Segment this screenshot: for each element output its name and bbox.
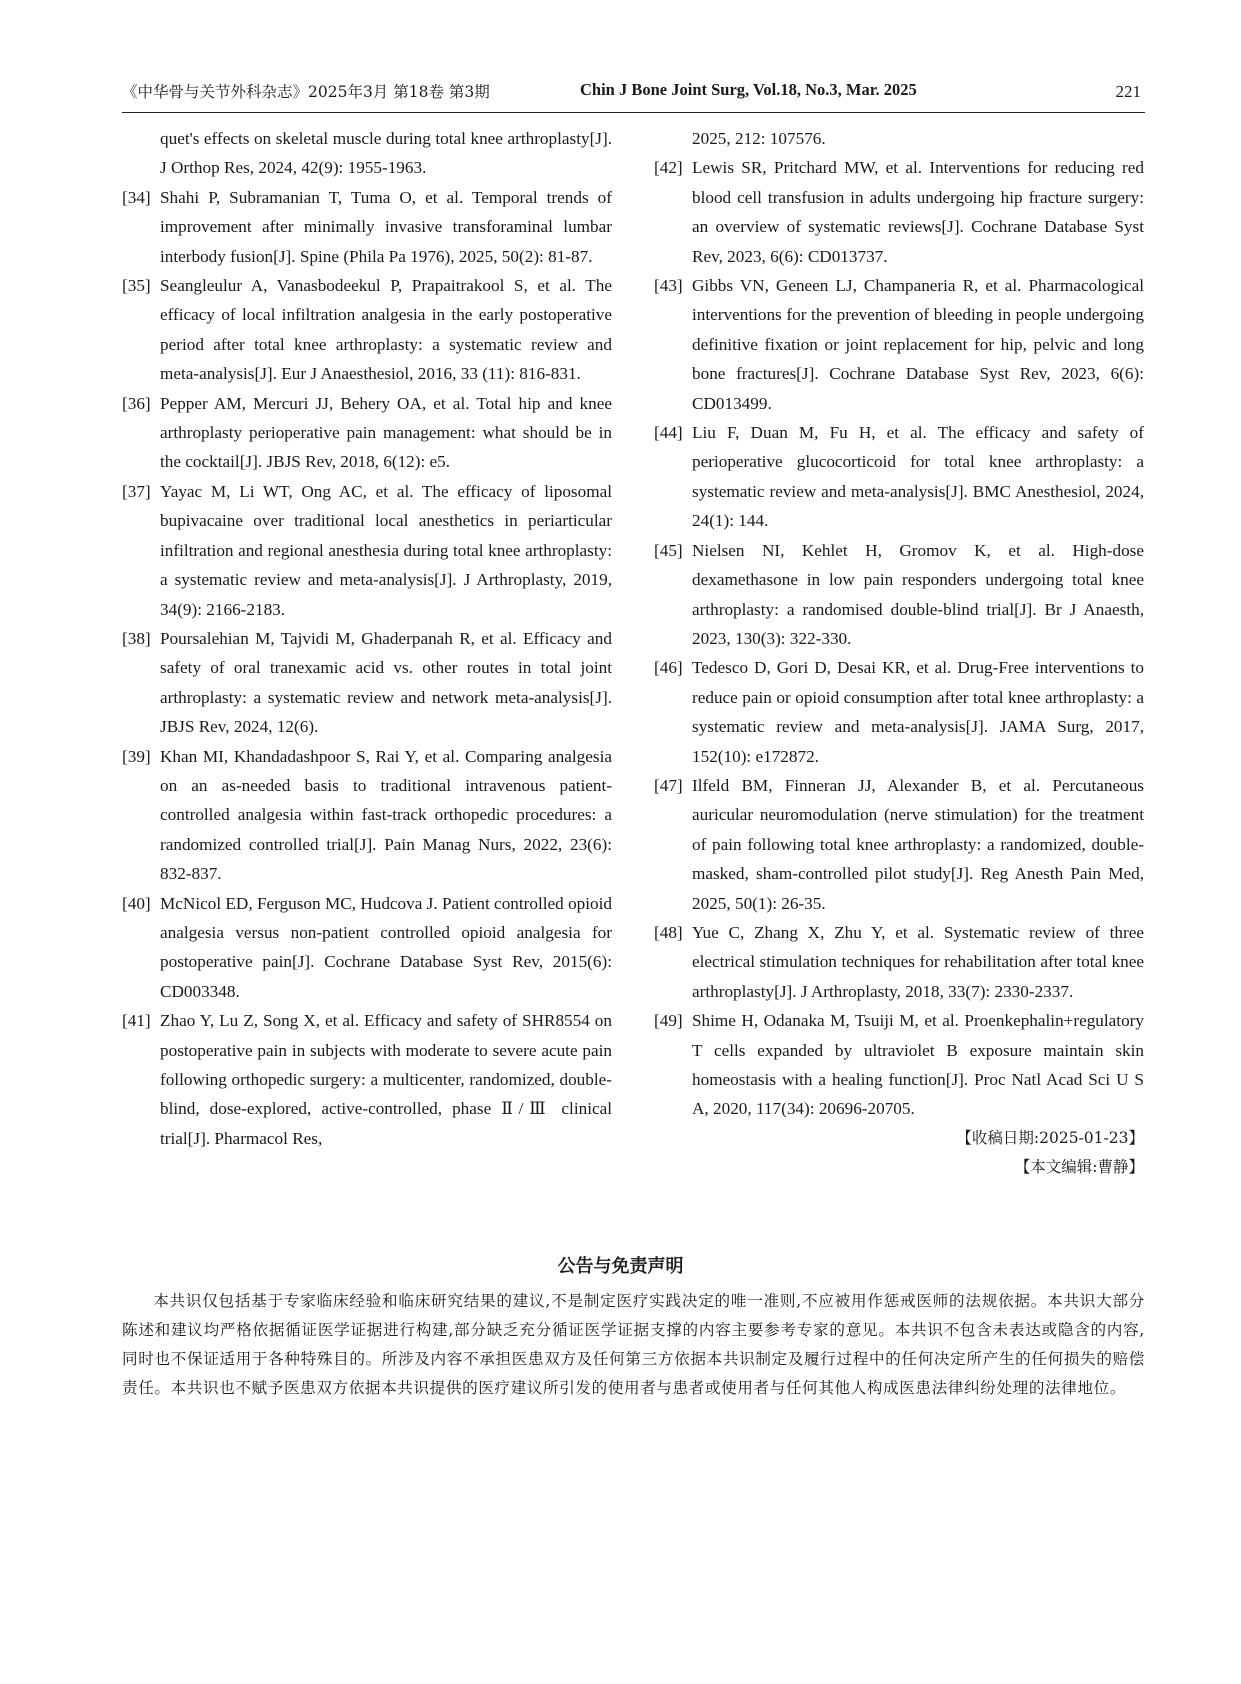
reference-text: Zhao Y, Lu Z, Song X, et al. Efficacy and safety of SHR8554 on postoperative pain in subjects with moderate to severe acute pain following orthopedic surgery: a multicenter, randomized, double-blind, dose-explored, active-controlled, phase Ⅱ/Ⅲ clinical trial[J]. Pharmacol Res, xyxy=(160,1011,612,1148)
editor-note: 【本文编辑:曹静】 xyxy=(1014,1157,1144,1176)
reference-text: Ilfeld BM, Finneran JJ, Alexander B, et al. Percutaneous auricular neuromodulation (nerve stimulation) for the treatment of pain following total knee arthroplasty: a randomized, double-masked, sham-controlled pilot study[J]. Reg Anesth Pain Med, 2025, 50(1): 26-35. xyxy=(692,775,1144,913)
reference-item xyxy=(122,183,612,271)
reference-text: Yayac M, Li WT, Ong AC, et al. The efficacy of liposomal bupivacaine over traditional local anesthetics in periarticular infiltration and regional anesthesia during total knee arthroplasty: a systematic review and meta-analysis[J]. J Arthroplasty, 2019, 34(9): 2166-2183. xyxy=(160,481,612,619)
reference-text: Shahi P, Subramanian T, Tuma O, et al. Temporal trends of improvement after minimally invasive transforaminal lumbar interbody fusion[J]. Spine (Phila Pa 1976), 2025, 50(2): 81-87. xyxy=(160,187,612,266)
page-header xyxy=(122,78,1145,113)
reference-item xyxy=(654,418,1144,536)
reference-item xyxy=(122,889,612,1007)
reference-number: [40] xyxy=(122,893,151,913)
reference-text: Lewis SR, Pritchard MW, et al. Interventions for reducing red blood cell transfusion in adults undergoing hip fracture surgery: an overview of systematic reviews[J]. Cochrane Database Syst Rev, 2023, 6(6): CD013737. xyxy=(692,158,1144,266)
reference-item xyxy=(122,624,612,742)
reference-item xyxy=(122,1006,612,1153)
reference-number: [42] xyxy=(654,158,683,178)
reference-text: Shime H, Odanaka M, Tsuiji M, et al. Proenkephalin+regulatory T cells expanded by ultraviolet B exposure maintain skin homeostasis with a healing function[J]. Proc Natl Acad Sci U S A, 2020, 117(34): 20696-20705. xyxy=(692,1011,1144,1119)
journal-title-cn: 《中华骨与关节外科杂志》2025年3月 第18卷 第3期 xyxy=(122,83,490,101)
reference-item xyxy=(654,653,1144,771)
reference-item xyxy=(654,153,1144,271)
reference-text: 2025, 212: 107576. xyxy=(692,129,826,148)
reference-item xyxy=(654,1006,1144,1124)
reference-number: [43] xyxy=(654,276,683,296)
reference-number: [49] xyxy=(654,1011,683,1031)
reference-number: [46] xyxy=(654,658,683,678)
reference-text: Poursalehian M, Tajvidi M, Ghaderpanah R, et al. Efficacy and safety of oral tranexamic acid vs. other routes in total joint arthroplasty: a systematic review and network meta-analysis[J]. JBJS Rev, 2024, 12(6). xyxy=(160,628,612,737)
reference-text: quet's effects on skeletal muscle during total knee arthroplasty[J]. J Orthop Res, 2024, 42(9): 1955-1963. xyxy=(160,129,612,178)
reference-item xyxy=(654,271,1144,418)
reference-number: [35] xyxy=(122,276,151,296)
reference-number: [44] xyxy=(654,423,683,443)
notice-title: 公告与免责声明 xyxy=(557,1256,684,1277)
reference-item xyxy=(122,124,612,183)
reference-number: [45] xyxy=(654,540,683,560)
references-column-left xyxy=(122,124,612,1153)
reference-number: [47] xyxy=(654,775,683,795)
reference-number: [34] xyxy=(122,187,151,207)
reference-item xyxy=(122,742,612,889)
reference-item xyxy=(654,536,1144,654)
reference-item xyxy=(122,389,612,477)
reference-text: Nielsen NI, Kehlet H, Gromov K, et al. High-dose dexamethasone in low pain responders undergoing total knee arthroplasty: a randomised double-blind trial[J]. Br J Anaesth, 2023, 130(3): 322-330. xyxy=(692,540,1144,648)
page-number: 221 xyxy=(1115,82,1141,101)
reference-text: Seangleulur A, Vanasbodeekul P, Prapaitrakool S, et al. The efficacy of local infiltration analgesia in the early postoperative period after total knee arthroplasty: a systematic review and meta-analysis[J]. Eur J Anaesthesiol, 2016, 33 (11): 816-831. xyxy=(160,276,612,384)
reference-item xyxy=(654,124,1144,153)
received-date: 【收稿日期:2025-01-23】 xyxy=(956,1128,1144,1147)
reference-text: Khan MI, Khandadashpoor S, Rai Y, et al. Comparing analgesia on an as-needed basis to traditional intravenous patient-controlled analgesia within fast-track orthopedic procedures: a randomized controlled trial[J]. Pain Manag Nurs, 2022, 23(6): 832-837. xyxy=(160,746,612,884)
reference-text: Pepper AM, Mercuri JJ, Behery OA, et al. Total hip and knee arthroplasty perioperative pain management: what should be in the cocktail[J]. JBJS Rev, 2018, 6(12): e5. xyxy=(160,393,612,472)
reference-number: [39] xyxy=(122,746,151,766)
reference-text: Liu F, Duan M, Fu H, et al. The efficacy and safety of perioperative glucocorticoid for total knee arthroplasty: a systematic review and meta-analysis[J]. BMC Anesthesiol, 2024, 24(1): 144. xyxy=(692,423,1144,531)
reference-number: [41] xyxy=(122,1011,151,1031)
reference-text: McNicol ED, Ferguson MC, Hudcova J. Patient controlled opioid analgesia versus non-patient controlled opioid analgesia for postoperative pain[J]. Cochrane Database Syst Rev, 2015(6): CD003348. xyxy=(160,893,612,1001)
reference-item xyxy=(654,771,1144,918)
references-column-right xyxy=(654,124,1144,1182)
reference-item xyxy=(654,918,1144,1006)
reference-text: Yue C, Zhang X, Zhu Y, et al. Systematic review of three electrical stimulation techniques for rehabilitation after total knee arthroplasty[J]. J Arthroplasty, 2018, 33(7): 2330-2337. xyxy=(692,922,1144,1001)
reference-number: [48] xyxy=(654,922,683,942)
reference-item xyxy=(122,271,612,389)
journal-title-en: Chin J Bone Joint Surg, Vol.18, No.3, Mar. 2025 xyxy=(580,80,917,99)
reference-number: [36] xyxy=(122,393,151,413)
reference-item xyxy=(122,477,612,624)
reference-text: Tedesco D, Gori D, Desai KR, et al. Drug-Free interventions to reduce pain or opioid consumption after total knee arthroplasty: a systematic review and meta-analysis[J]. JAMA Surg, 2017, 152(10): e172872. xyxy=(692,658,1144,766)
notice-body: 本共识仅包括基于专家临床经验和临床研究结果的建议,不是制定医疗实践决定的唯一准则,不应被用作惩戒医师的法规依据。本共识大部分陈述和建议均严格依据循证医学证据进行构建,部分缺乏充分循证医学证据支撑的内容主要参考专家的意见。本共识不包含未表达或隐含的内容,同时也不保证适用于各种特殊目的。所涉及内容不承担医患双方及任何第三方依据本共识制定及履行过程中的任何决定所产生的任何损失的赔偿责任。本共识也不赋予医患双方依据本共识提供的医疗建议所引发的使用者与患者或使用者与任何其他人构成医患法律纠纷处理的法律地位。 xyxy=(122,1292,1145,1397)
reference-text: Gibbs VN, Geneen LJ, Champaneria R, et al. Pharmacological interventions for the prevention of bleeding in people undergoing definitive fixation or joint replacement for hip, pelvic and long bone fractures[J]. Cochrane Database Syst Rev, 2023, 6(6): CD013499. xyxy=(692,276,1144,413)
reference-number: [38] xyxy=(122,628,151,648)
reference-number: [37] xyxy=(122,481,151,501)
